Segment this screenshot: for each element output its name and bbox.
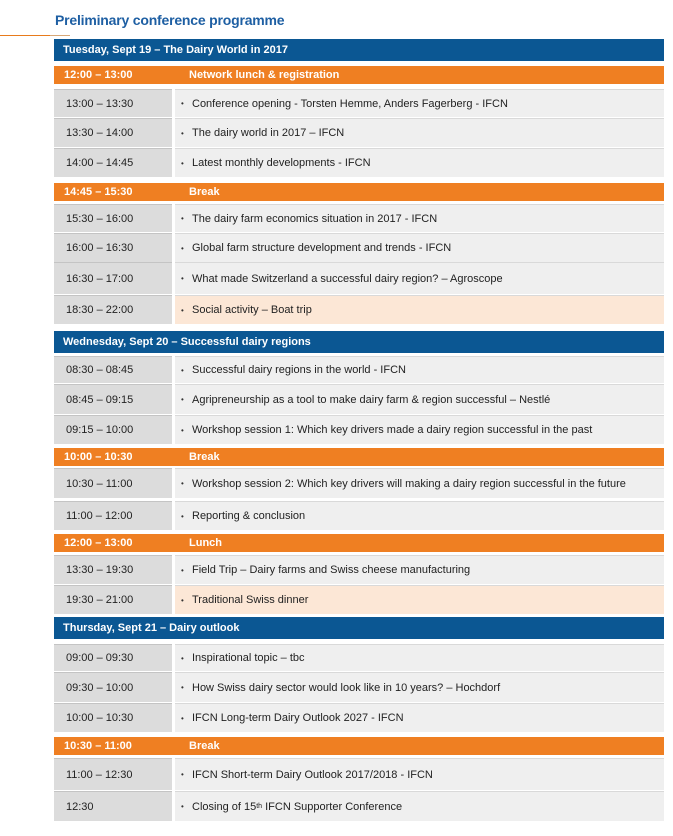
bullet-icon: • bbox=[181, 713, 184, 723]
bullet-icon: • bbox=[181, 770, 184, 779]
session-time: 09:00 – 09:30 bbox=[54, 644, 172, 671]
break-label: Break bbox=[189, 451, 220, 463]
session-time: 11:00 – 12:00 bbox=[54, 501, 172, 530]
topic-text: How Swiss dairy sector would look like in 10 years? – Hochdorf bbox=[192, 681, 501, 694]
day-heading: Thursday, Sept 21 – Dairy outlook bbox=[54, 617, 664, 639]
topic-text: The dairy farm economics situation in 2017 - IFCN bbox=[192, 212, 438, 225]
topic-text-end: IFCN Supporter Conference bbox=[262, 800, 403, 813]
bullet-icon: • bbox=[181, 243, 184, 253]
session-row bbox=[54, 118, 664, 147]
session-row bbox=[54, 791, 664, 821]
session-topic bbox=[175, 585, 664, 614]
session-topic bbox=[175, 501, 664, 530]
session-time: 12:30 bbox=[54, 791, 172, 821]
title-underline-fade bbox=[50, 35, 70, 36]
session-row bbox=[54, 148, 664, 177]
break-time: 10:00 – 10:30 bbox=[64, 451, 133, 463]
session-time: 08:30 – 08:45 bbox=[54, 356, 172, 383]
topic-text: Agripreneurship as a tool to make dairy farm & region successful – Nestlé bbox=[192, 393, 551, 406]
bullet-icon: • bbox=[181, 274, 184, 283]
session-topic bbox=[175, 89, 664, 117]
break-label: Lunch bbox=[189, 537, 222, 549]
session-time: 09:15 – 10:00 bbox=[54, 415, 172, 444]
break-label: Network lunch & registration bbox=[189, 69, 340, 81]
session-time: 13:30 – 14:00 bbox=[54, 118, 172, 147]
session-row bbox=[54, 501, 664, 530]
break-row bbox=[54, 737, 664, 755]
session-time: 16:30 – 17:00 bbox=[54, 262, 172, 294]
session-topic bbox=[175, 233, 664, 262]
session-topic bbox=[175, 555, 664, 584]
break-time: 14:45 – 15:30 bbox=[64, 186, 133, 198]
session-topic bbox=[175, 295, 664, 324]
topic-text: Traditional Swiss dinner bbox=[192, 594, 309, 606]
session-topic bbox=[175, 118, 664, 147]
bullet-icon: • bbox=[181, 214, 184, 223]
break-row bbox=[54, 534, 664, 552]
topic-text: Reporting & conclusion bbox=[192, 510, 306, 522]
session-row bbox=[54, 468, 664, 498]
session-row bbox=[54, 555, 664, 584]
session-topic bbox=[175, 644, 664, 671]
topic-text: IFCN Short-term Dairy Outlook 2017/2018 - IFCN bbox=[192, 768, 433, 781]
bullet-icon: • bbox=[181, 395, 184, 404]
session-row bbox=[54, 758, 664, 790]
break-time: 10:30 – 11:00 bbox=[64, 740, 132, 752]
bullet-icon: • bbox=[181, 305, 184, 315]
session-row bbox=[54, 89, 664, 117]
session-topic bbox=[175, 415, 664, 444]
topic-text: Workshop session 1: Which key drivers made a dairy region successful in the past bbox=[192, 424, 593, 436]
topic-text: Inspirational topic – tbc bbox=[192, 652, 305, 664]
session-time: 14:00 – 14:45 bbox=[54, 148, 172, 177]
session-time: 09:30 – 10:00 bbox=[54, 672, 172, 702]
topic-text: Field Trip – Dairy farms and Swiss cheese manufacturing bbox=[192, 564, 471, 576]
bullet-icon: • bbox=[181, 99, 184, 108]
session-row bbox=[54, 356, 664, 383]
session-row bbox=[54, 204, 664, 232]
session-row bbox=[54, 384, 664, 414]
topic-superscript: th bbox=[256, 803, 263, 810]
topic-text: Successful dairy regions in the world - IFCN bbox=[192, 364, 406, 376]
bullet-icon: • bbox=[181, 511, 184, 521]
session-time: 13:30 – 19:30 bbox=[54, 555, 172, 584]
social-row bbox=[54, 585, 664, 614]
bullet-icon: • bbox=[181, 565, 184, 575]
bullet-icon: • bbox=[181, 365, 184, 375]
session-topic bbox=[175, 758, 664, 790]
session-time: 10:30 – 11:00 bbox=[54, 468, 172, 498]
bullet-icon: • bbox=[181, 425, 184, 435]
bullet-icon: • bbox=[181, 128, 184, 138]
social-row bbox=[54, 295, 664, 324]
session-topic bbox=[175, 384, 664, 414]
topic-text: Closing of 15 bbox=[192, 800, 257, 813]
topic-text: IFCN Long-term Dairy Outlook 2027 - IFCN bbox=[192, 712, 404, 724]
bullet-icon: • bbox=[181, 802, 184, 811]
session-time: 15:30 – 16:00 bbox=[54, 204, 172, 232]
break-time: 12:00 – 13:00 bbox=[64, 537, 133, 549]
topic-text: Social activity – Boat trip bbox=[192, 304, 312, 316]
topic-text: Latest monthly developments - IFCN bbox=[192, 157, 371, 169]
session-topic bbox=[175, 468, 664, 498]
session-time: 10:00 – 10:30 bbox=[54, 703, 172, 732]
session-topic bbox=[175, 672, 664, 702]
break-label: Break bbox=[189, 740, 220, 752]
session-time: 18:30 – 22:00 bbox=[54, 295, 172, 324]
break-label: Break bbox=[189, 186, 220, 198]
topic-text: What made Switzerland a successful dairy region? – Agroscope bbox=[192, 272, 503, 285]
bullet-icon: • bbox=[181, 653, 184, 663]
session-time: 19:30 – 21:00 bbox=[54, 585, 172, 614]
bullet-icon: • bbox=[181, 479, 184, 488]
session-time: 13:00 – 13:30 bbox=[54, 89, 172, 117]
topic-text: Workshop session 2: Which key drivers will making a dairy region successful in the future bbox=[192, 477, 626, 490]
session-row bbox=[54, 703, 664, 732]
bullet-icon: • bbox=[181, 595, 184, 605]
session-topic bbox=[175, 148, 664, 177]
session-row bbox=[54, 262, 664, 294]
session-row bbox=[54, 644, 664, 671]
session-time: 08:45 – 09:15 bbox=[54, 384, 172, 414]
session-topic bbox=[175, 356, 664, 383]
day-heading: Tuesday, Sept 19 – The Dairy World in 2017 bbox=[54, 39, 664, 61]
break-row bbox=[54, 66, 664, 84]
session-row bbox=[54, 233, 664, 262]
title-underline bbox=[0, 35, 50, 36]
topic-text: Global farm structure development and trends - IFCN bbox=[192, 242, 452, 254]
session-topic bbox=[175, 262, 664, 294]
session-time: 11:00 – 12:30 bbox=[54, 758, 172, 790]
session-row bbox=[54, 415, 664, 444]
bullet-icon: • bbox=[181, 158, 184, 168]
bullet-icon: • bbox=[181, 683, 184, 692]
break-row bbox=[54, 183, 664, 201]
break-row bbox=[54, 448, 664, 466]
topic-text: The dairy world in 2017 – IFCN bbox=[192, 127, 345, 139]
page-title: Preliminary conference programme bbox=[55, 12, 285, 28]
session-topic bbox=[175, 703, 664, 732]
session-topic bbox=[175, 204, 664, 232]
day-heading: Wednesday, Sept 20 – Successful dairy regions bbox=[54, 331, 664, 353]
topic-text: Conference opening - Torsten Hemme, Anders Fagerberg - IFCN bbox=[192, 97, 508, 110]
session-row bbox=[54, 672, 664, 702]
session-time: 16:00 – 16:30 bbox=[54, 233, 172, 262]
session-topic bbox=[175, 791, 664, 821]
break-time: 12:00 – 13:00 bbox=[64, 69, 133, 81]
